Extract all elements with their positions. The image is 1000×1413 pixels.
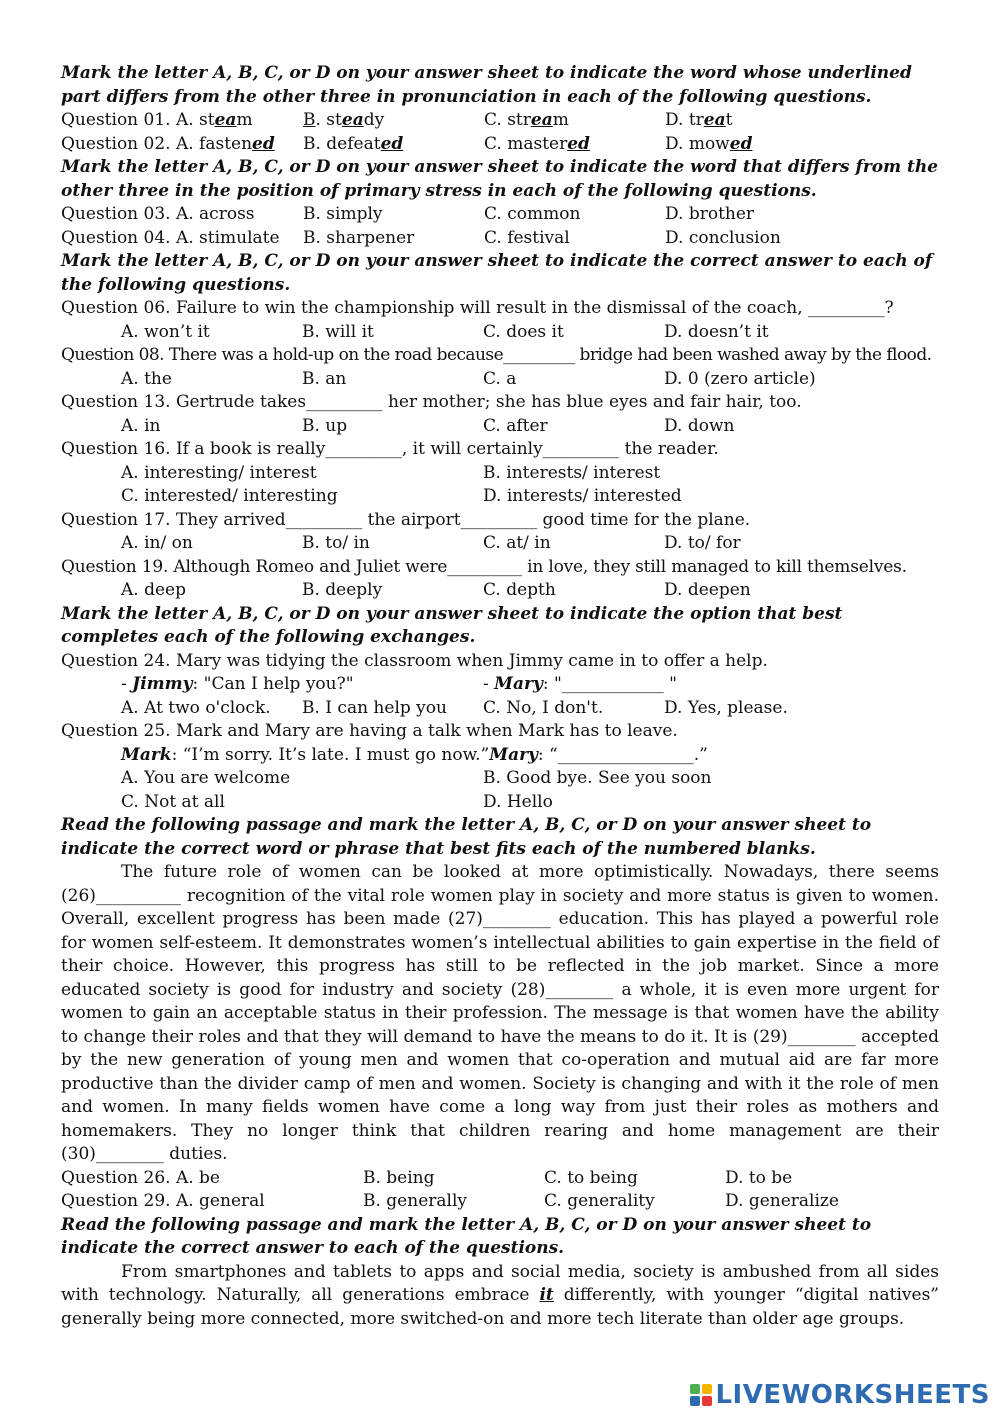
q26-option-d[interactable]: D. to be	[725, 1167, 793, 1188]
q13-option-d[interactable]: D. down	[664, 415, 735, 436]
question-03	[61, 203, 939, 227]
q06-option-c[interactable]: C. does it	[483, 321, 564, 342]
question-29	[61, 1190, 939, 1214]
q24-jimmy-line: - Jimmy: "Can I help you?"	[121, 674, 354, 694]
instruction-exchanges: Mark the letter A, B, C, or D on your answer sheet to indicate the option that best completes each of the following exchanges.	[61, 603, 843, 647]
q17-option-b[interactable]: B. to/ in	[302, 533, 370, 553]
q24-option-b[interactable]: B. I can help you	[302, 697, 447, 718]
instruction-cloze: Read the following passage and mark the letter A, B, C, or D on your answer sheet to indicate the correct word or phrase that best fits each of the numbered blanks.	[61, 815, 872, 859]
q19-option-b[interactable]: B. deeply	[302, 580, 383, 600]
underlined-it: it	[539, 1285, 554, 1305]
q17-option-d[interactable]: D. to/ for	[664, 533, 741, 553]
reading-passage-text: From smartphones and tablets to apps and social media, society is ambushed from all sides with technology. Naturally, all generations embrace it differently, with younger “digital natives” generally being more connected, more switched-on and more tech literate than older age groups.	[61, 1261, 939, 1329]
q25-stem: Question 25. Mark and Mary are having a talk when Mark has to leave.	[61, 721, 678, 741]
q24-dialogue	[61, 673, 939, 697]
q25-mary-line: Mary: “________________.”	[489, 744, 708, 765]
q02-option-c[interactable]: C. mastered	[484, 133, 590, 154]
q25-mark-line: Mark: “I’m sorry. It’s late. I must go now.”	[121, 744, 490, 765]
q08-option-c[interactable]: C. a	[483, 368, 517, 389]
q06-option-b[interactable]: B. will it	[302, 321, 374, 342]
q25-option-d[interactable]: D. Hello	[483, 791, 553, 812]
q04-option-c[interactable]: C. festival	[484, 227, 570, 248]
question-06-options	[61, 321, 939, 345]
q24-option-c[interactable]: C. No, I don't.	[483, 697, 604, 718]
instruction-correct-answer: Mark the letter A, B, C, or D on your answer sheet to indicate the correct answer to each of the following questions.	[61, 251, 933, 295]
question-25-options-cd	[61, 791, 939, 815]
q17-option-a[interactable]: A. in/ on	[121, 533, 193, 553]
instruction-pronunciation: Mark the letter A, B, C, or D on your answer sheet to indicate the word whose underlined part differs from the other three in pronunciation in each of the following questions.	[61, 63, 912, 107]
q29-option-b[interactable]: B. generally	[363, 1191, 467, 1211]
instruction-stress: Mark the letter A, B, C, or D on your answer sheet to indicate the word that differs from the other three in the position of primary stress in each of the following questions.	[61, 157, 939, 201]
question-26	[61, 1167, 939, 1191]
question-04	[61, 227, 939, 251]
q26-option-b[interactable]: B. being	[363, 1167, 435, 1188]
q13-option-a[interactable]: A. in	[121, 415, 161, 436]
q13-option-c[interactable]: C. after	[483, 415, 548, 436]
q03-option-a[interactable]: Question 03. A. across	[61, 204, 255, 224]
question-16-options-ab	[61, 462, 939, 486]
liveworksheets-logo[interactable]	[690, 1379, 990, 1410]
q04-option-d[interactable]: D. conclusion	[665, 227, 781, 248]
q08-option-b[interactable]: B. an	[302, 368, 347, 389]
q02-option-a[interactable]: Question 02. A. fastened	[61, 133, 275, 154]
q08-option-a[interactable]: A. the	[121, 368, 172, 389]
q19-option-d[interactable]: D. deepen	[664, 580, 751, 600]
q29-option-c[interactable]: C. generality	[544, 1191, 655, 1211]
q13-stem: Question 13. Gertrude takes_________ her mother; she has blue eyes and fair hair, too.	[61, 392, 802, 412]
q17-stem: Question 17. They arrived_________ the airport_________ good time for the plane.	[61, 509, 751, 530]
q01-option-d[interactable]: D. treat	[665, 110, 733, 130]
q08-option-d[interactable]: D. 0 (zero article)	[664, 368, 816, 389]
q13-option-b[interactable]: B. up	[302, 415, 348, 436]
q19-option-a[interactable]: A. deep	[121, 580, 186, 600]
q29-option-d[interactable]: D. generalize	[725, 1191, 839, 1211]
q06-stem: Question 06. Failure to win the championship will result in the dismissal of the coach, _________?	[61, 298, 894, 318]
q03-option-b[interactable]: B. simply	[303, 204, 383, 224]
q03-option-c[interactable]: C. common	[484, 204, 581, 224]
question-24-options	[61, 697, 939, 721]
q25-option-a[interactable]: A. You are welcome	[121, 768, 291, 788]
q19-stem: Question 19. Although Romeo and Juliet were_________ in love, they still managed to kill themselves.	[61, 556, 907, 577]
q06-option-a[interactable]: A. won’t it	[121, 321, 210, 342]
q01-option-a[interactable]: Question 01. A. steam	[61, 110, 253, 130]
question-19-options	[61, 579, 939, 603]
q25-option-c[interactable]: C. Not at all	[121, 791, 225, 812]
q02-option-b[interactable]: B. defeated	[303, 133, 404, 154]
reading-passage	[61, 1261, 939, 1332]
q24-mary-line: - Mary: "____________ "	[483, 674, 678, 694]
q08-stem: Question 08. There was a hold-up on the road because_________ bridge had been washed away by the flood.	[61, 345, 932, 365]
q01-option-c[interactable]: C. stream	[484, 110, 569, 130]
q25-dialogue	[61, 744, 939, 768]
q26-option-a[interactable]: Question 26. A. be	[61, 1167, 220, 1188]
instruction-reading: Read the following passage and mark the letter A, B, C, or D on your answer sheet to indicate the correct answer to each of the questions.	[61, 1214, 872, 1258]
q24-option-a[interactable]: A. At two o'clock.	[121, 697, 271, 718]
liveworksheets-logo-text: LIVEWORKSHEETS	[715, 1379, 990, 1410]
q01-option-b[interactable]: B. steady	[303, 110, 385, 130]
q26-option-c[interactable]: C. to being	[544, 1167, 638, 1188]
q24-stem: Question 24. Mary was tidying the classroom when Jimmy came in to offer a help.	[61, 650, 768, 671]
q29-option-a[interactable]: Question 29. A. general	[61, 1191, 265, 1211]
q16-stem: Question 16. If a book is really_________, it will certainly_________ the reader.	[61, 439, 719, 459]
question-13-options	[61, 415, 939, 439]
question-16-options-cd	[61, 485, 939, 509]
q04-option-b[interactable]: B. sharpener	[303, 227, 415, 248]
q17-option-c[interactable]: C. at/ in	[483, 533, 551, 553]
q16-option-a[interactable]: A. interesting/ interest	[121, 462, 317, 483]
liveworksheets-logo-icon	[690, 1384, 712, 1406]
q19-option-c[interactable]: C. depth	[483, 580, 556, 600]
question-17-options	[61, 532, 939, 556]
q16-option-c[interactable]: C. interested/ interesting	[121, 486, 338, 506]
worksheet-content	[61, 62, 939, 1331]
question-25-options-ab	[61, 767, 939, 791]
q06-option-d[interactable]: D. doesn’t it	[664, 321, 769, 342]
question-01	[61, 109, 939, 133]
q24-option-d[interactable]: D. Yes, please.	[664, 697, 788, 718]
q16-option-b[interactable]: B. interests/ interest	[483, 462, 661, 483]
cloze-passage-text: The future role of women can be looked at more optimistically. Nowadays, there seems (26)__________ recognition of the vital role women play in society and more status is given to women. Overall, excellent progress has been made (27)________ education. This has played a powerful role for women self-esteem. It demonstrates women’s intellectual abilities to gain expertise in the field of their choice. However, this progress has still to be reflected in the job market. Since a more educated society is good for industry and society (28)________ a whole, it is even more urgent for women to gain an acceptable status in their profession. The message is that women have the ability to change their roles and that they will demand to have the means to do it. It is (29)________ accepted by the new generation of young men and women that co-operation and mutual aid are far more productive than the divider camp of men and women. Society is changing and with it the role of men and women. In many fields women have come a long way from just their roles as mothers and homemakers. They no longer think that children rearing and home management are their (30)________ duties.	[61, 862, 939, 1164]
q16-option-d[interactable]: D. interests/ interested	[483, 486, 682, 506]
cloze-passage	[61, 861, 939, 1167]
q03-option-d[interactable]: D. brother	[665, 204, 755, 224]
question-02	[61, 133, 939, 157]
question-08-options	[61, 368, 939, 392]
q04-option-a[interactable]: Question 04. A. stimulate	[61, 227, 280, 248]
q25-option-b[interactable]: B. Good bye. See you soon	[483, 768, 712, 788]
q02-option-d[interactable]: D. mowed	[665, 133, 753, 154]
